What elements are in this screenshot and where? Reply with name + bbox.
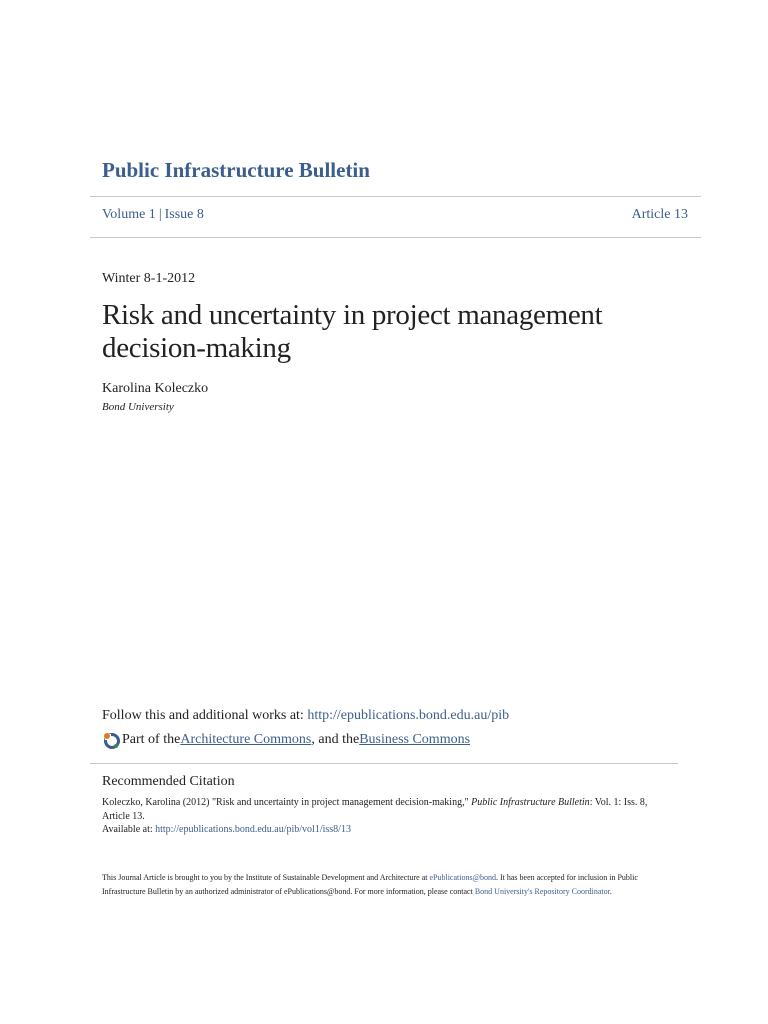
- volume-issue-line: [102, 207, 204, 223]
- article-link[interactable]: Article 13: [631, 207, 688, 222]
- bepress-commons-icon: [102, 731, 120, 749]
- citation-text: [102, 796, 672, 824]
- epublications-link[interactable]: ePublications@bond: [429, 873, 496, 882]
- follow-url-link[interactable]: http://epublications.bond.edu.au/pib: [307, 708, 510, 723]
- footnote-part3: .: [609, 887, 612, 896]
- header-divider-top: [90, 196, 701, 197]
- recommended-citation-heading: Recommended Citation: [102, 774, 235, 789]
- journal-title[interactable]: Public Infrastructure Bulletin: [102, 158, 370, 182]
- part-of-line: [102, 731, 470, 749]
- author-name: Karolina Koleczko: [102, 381, 209, 396]
- footnote-part1: This Journal Article is brought to you by the Institute of Sustainable Development and Architecture at: [102, 873, 430, 882]
- author-affiliation: Bond University: [102, 401, 174, 413]
- follow-line: [102, 708, 509, 724]
- part-of-middle: , and the: [311, 732, 360, 747]
- architecture-commons-link[interactable]: Architecture Commons: [180, 732, 312, 747]
- available-url-link[interactable]: http://epublications.bond.edu.au/pib/vol1/iss8/13: [155, 824, 351, 835]
- citation-divider: [90, 763, 678, 764]
- business-commons-link[interactable]: Business Commons: [359, 732, 471, 747]
- citation-available-line: [102, 824, 351, 835]
- footnote-part2: . It has been accepted for inclusion in Public Infrastructure Bulletin by an authorized administrator of ePublications@bond. For more information, please contact: [102, 873, 638, 896]
- citation-post: : Vol. 1: Iss. 8, Article 13.: [102, 797, 648, 822]
- volume-link[interactable]: Volume 1: [102, 207, 156, 222]
- issue-link[interactable]: Issue 8: [164, 207, 204, 222]
- available-label: Available at:: [102, 824, 156, 835]
- article-title: Risk and uncertainty in project management decision-making: [102, 299, 603, 364]
- header-divider-bottom: [90, 237, 701, 238]
- volume-issue-separator: |: [158, 207, 162, 222]
- citation-journal: Public Infrastructure Bulletin: [471, 797, 590, 808]
- publication-date: Winter 8-1-2012: [102, 271, 196, 286]
- citation-pre: Koleczko, Karolina (2012) "Risk and uncertainty in project management decision-making,": [102, 797, 472, 808]
- follow-prefix: Follow this and additional works at:: [102, 708, 308, 723]
- repository-coordinator-link[interactable]: Bond University's Repository Coordinator: [474, 887, 610, 896]
- part-of-prefix: Part of the: [122, 732, 181, 747]
- footnote: [102, 871, 662, 899]
